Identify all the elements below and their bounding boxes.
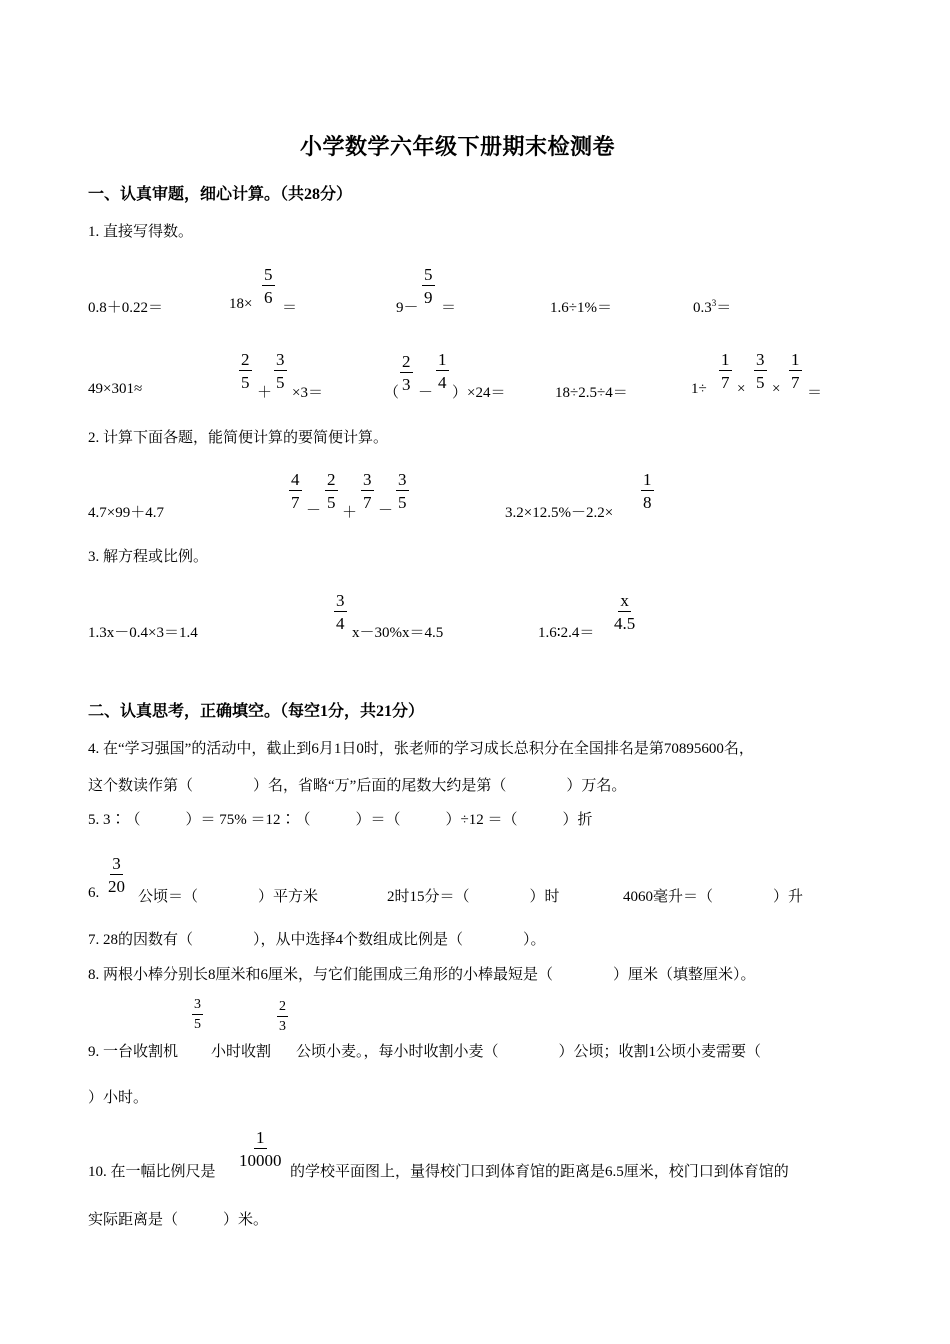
q1-r2-b-fraction-1: [239, 351, 252, 391]
q1-r1-e-post: ＝: [716, 300, 732, 316]
q2-a: 4.7×99＋4.7: [88, 505, 164, 521]
denominator: 5: [194, 1017, 201, 1032]
q1-r1-c-pre: 9－: [396, 300, 419, 316]
q2-b-fraction-3: [361, 471, 374, 511]
q1-r2-d: 18÷2.5÷4＝: [555, 385, 628, 401]
denominator: 20: [108, 877, 125, 896]
q9-mid: 小时收割: [211, 1044, 272, 1060]
numerator: 2: [402, 352, 411, 371]
section-2-heading: 二、认真思考，正确填空。（每空1分，共21分）: [88, 703, 425, 720]
numerator: x: [620, 591, 629, 610]
numerator: 3: [336, 591, 345, 610]
denominator: 3: [402, 375, 411, 394]
q1-r1-b-post: ＝: [282, 300, 298, 316]
q10-fraction: [239, 1129, 282, 1169]
q3-label: 3. 解方程或比例。: [88, 549, 209, 565]
denominator: 5: [327, 493, 336, 512]
q1-r2-e-pre: 1÷: [691, 381, 707, 397]
denominator: 4: [336, 614, 345, 633]
denominator: 5: [276, 373, 285, 392]
denominator: 9: [424, 288, 433, 307]
numerator: 3: [363, 470, 372, 489]
q6-b: 2时15分＝（ ）时: [387, 889, 560, 905]
q2-label: 2. 计算下面各题，能简便计算的要简便计算。: [88, 430, 389, 446]
q2-b-fraction-2: [325, 471, 338, 511]
q2-b-fraction-4: [396, 471, 409, 511]
q1-label: 1. 直接写得数。: [88, 224, 194, 240]
q6-label: 6.: [88, 885, 100, 901]
q1-r1-d: 1.6÷1%＝: [550, 300, 612, 316]
q1-r1-b-pre: 18×: [229, 296, 253, 312]
q1-r2-b-fraction-2: [274, 351, 287, 391]
q1-r1-e-base: 0.3: [693, 300, 712, 316]
section-1-heading: 一、认真审题，细心计算。（共28分）: [88, 186, 353, 203]
numerator: 3: [398, 470, 407, 489]
q3-b-post: x－30%x＝4.5: [352, 625, 444, 641]
q9-post: 公顷小麦。，每小时收割小麦（ ）公顷；收割1公顷小麦需要（: [296, 1044, 762, 1060]
numerator: 1: [791, 350, 800, 369]
q1-r2-b-post: ×3＝: [292, 385, 323, 401]
q8: 8. 两根小棒分别长8厘米和6厘米，与它们能围成三角形的小棒最短是（ ）厘米（填整厘米）。: [88, 967, 756, 983]
denominator: 5: [756, 373, 765, 392]
q5: 5. 3∶（ ）＝ 75% ＝12∶（ ）＝（ ）÷12 ＝（ ）折: [88, 812, 593, 828]
q3-c-fraction: [614, 592, 635, 632]
q1-r1-c-post: ＝: [441, 300, 457, 316]
numerator: 1: [438, 350, 447, 369]
numerator: 2: [327, 470, 336, 489]
q2-b-fraction-1: [289, 471, 302, 511]
q1-r2-e-op1: ×: [737, 381, 746, 397]
q1-r2-c-post: ）×24＝: [452, 385, 506, 401]
q1-r1-b-fraction: [262, 266, 275, 306]
q9-fraction-2: [277, 1000, 288, 1034]
numerator: 5: [424, 265, 433, 284]
numerator: 1: [643, 470, 652, 489]
numerator: 5: [264, 265, 273, 284]
q1-r1-e-exp: 3: [711, 298, 717, 308]
denominator: 7: [791, 373, 800, 392]
numerator: 1: [256, 1128, 265, 1147]
numerator: 4: [291, 470, 300, 489]
q9-line-2: ）小时。: [88, 1090, 149, 1106]
denominator: 8: [643, 493, 652, 512]
numerator: 3: [276, 350, 285, 369]
numerator: 2: [241, 350, 250, 369]
q1-r2-e-post: ＝: [807, 385, 823, 401]
denominator: 4: [438, 373, 447, 392]
q1-r2-a: 49×301≈: [88, 381, 143, 397]
q1-r2-c-fraction-2: [436, 351, 449, 391]
numerator: 3: [192, 998, 203, 1015]
denominator: 7: [291, 493, 300, 512]
q6-c: 4060毫升＝（ ）升: [623, 889, 804, 905]
q6-fraction: [108, 855, 125, 895]
q3-b-fraction: [334, 592, 347, 632]
q1-r1-c-fraction: [422, 266, 435, 306]
q3-c-pre: 1.6∶2.4＝: [538, 625, 595, 641]
q1-r2-e-fraction-2: [754, 351, 767, 391]
denominator: 5: [241, 373, 250, 392]
denominator: 10000: [239, 1151, 282, 1170]
q1-r2-c-op: －: [418, 385, 434, 401]
q10-post: 的学校平面图上，量得校门口到体育馆的距离是6.5厘米，校门口到体育馆的: [290, 1164, 789, 1180]
q6-a: 公顷＝（ ）平方米: [138, 889, 319, 905]
q1-r2-e-op2: ×: [772, 381, 781, 397]
q10-pre: 10. 在一幅比例尺是: [88, 1164, 216, 1180]
q9-fraction-1: [192, 998, 203, 1032]
denominator: 6: [264, 288, 273, 307]
q1-r1-e: [693, 296, 731, 317]
q1-r2-c-open: （: [384, 385, 400, 401]
q2-b-op2: ＋: [342, 505, 358, 521]
numerator: 2: [277, 1000, 288, 1017]
numerator: 3: [112, 854, 121, 873]
q4-line-2: 这个数读作第（ ）名，省略“万”后面的尾数大约是第（ ）万名。: [88, 778, 627, 794]
q2-b-op3: －: [378, 503, 394, 519]
numerator: 3: [756, 350, 765, 369]
q10-line-2: 实际距离是（ ）米。: [88, 1212, 269, 1228]
q1-r2-e-fraction-1: [719, 351, 732, 391]
denominator: 4.5: [614, 614, 636, 633]
q1-r1-a: 0.8＋0.22＝: [88, 300, 164, 316]
q9-pre: 9. 一台收割机: [88, 1044, 179, 1060]
q4-line-1: 4. 在“学习强国”的活动中，截止到6月1日0时，张老师的学习成长总积分在全国排名是第70895600名，: [88, 741, 754, 757]
q3-a: 1.3x－0.4×3＝1.4: [88, 625, 198, 641]
page-title: 小学数学六年级下册期末检测卷: [300, 134, 616, 159]
denominator: 7: [363, 493, 372, 512]
q1-r2-b-op: ＋: [257, 385, 273, 401]
q1-r2-c-fraction-1: [400, 353, 413, 393]
numerator: 1: [721, 350, 730, 369]
q2-c-fraction: [641, 471, 654, 511]
q2-c-pre: 3.2×12.5%－2.2×: [505, 505, 614, 521]
denominator: 3: [279, 1019, 286, 1034]
q2-b-op1: －: [306, 503, 322, 519]
denominator: 5: [398, 493, 407, 512]
denominator: 7: [721, 373, 730, 392]
q1-r2-e-fraction-3: [789, 351, 802, 391]
q7: 7. 28的因数有（ ），从中选择4个数组成比例是（ ）。: [88, 932, 546, 948]
